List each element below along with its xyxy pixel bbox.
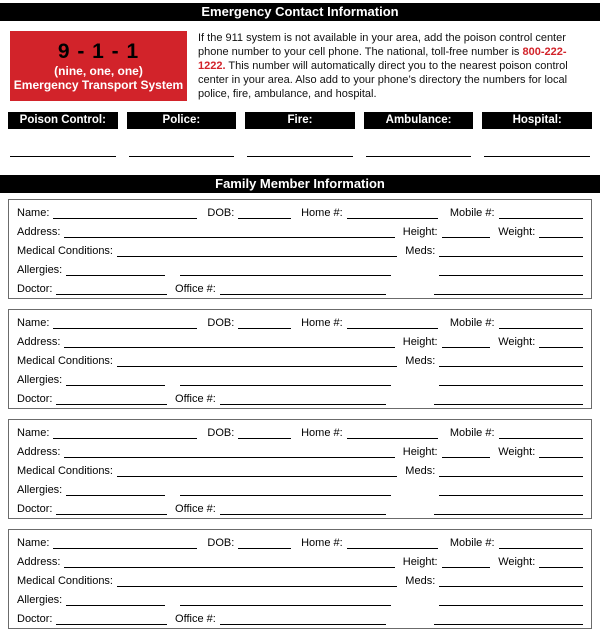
- member-row-medical: [17, 461, 583, 480]
- doctor-label: Doctor:: [17, 613, 53, 625]
- meds-continuation-line-1[interactable]: [439, 492, 583, 496]
- member-row-medical: [17, 241, 583, 260]
- medical-conditions-label: Medical Conditions:: [17, 465, 113, 477]
- office-phone-label: Office #:: [175, 503, 216, 515]
- meds-fill-line[interactable]: [439, 473, 583, 477]
- member-row-medical: [17, 351, 583, 370]
- member-row-address: [17, 222, 583, 241]
- hospital-fill-line[interactable]: [484, 153, 590, 157]
- office-phone-fill-line[interactable]: [220, 291, 386, 295]
- name-fill-line[interactable]: [53, 435, 197, 439]
- meds-label: Meds:: [405, 355, 436, 367]
- meds-fill-line[interactable]: [439, 253, 583, 257]
- medical-conditions-label: Medical Conditions:: [17, 245, 113, 257]
- family-member-card: [8, 309, 592, 409]
- address-fill-line[interactable]: [64, 454, 394, 458]
- doctor-label: Doctor:: [17, 283, 53, 295]
- member-row-address: [17, 442, 583, 461]
- height-label: Height:: [402, 556, 438, 568]
- contact-label-poison-control: Poison Control:: [8, 112, 118, 129]
- name-label: Name:: [17, 207, 50, 219]
- mobile-phone-fill-line[interactable]: [499, 325, 583, 329]
- dob-fill-line[interactable]: [238, 545, 291, 549]
- medical-conditions-label: Medical Conditions:: [17, 355, 113, 367]
- member-row-doctor: [17, 279, 583, 298]
- meds-continuation-line-2[interactable]: [434, 621, 583, 625]
- name-label: Name:: [17, 317, 50, 329]
- member-row-doctor: [17, 499, 583, 518]
- office-phone-label: Office #:: [175, 393, 216, 405]
- name-fill-line[interactable]: [53, 215, 197, 219]
- meds-continuation-line-2[interactable]: [434, 291, 583, 295]
- meds-continuation-line-1[interactable]: [439, 602, 583, 606]
- meds-continuation-line-1[interactable]: [439, 272, 583, 276]
- member-row-doctor: [17, 609, 583, 628]
- height-fill-line[interactable]: [442, 234, 491, 238]
- address-fill-line[interactable]: [64, 564, 394, 568]
- name-label: Name:: [17, 427, 50, 439]
- member-row-allergies: [17, 590, 583, 609]
- weight-label: Weight:: [498, 226, 536, 238]
- office-phone-label: Office #:: [175, 283, 216, 295]
- name-fill-line[interactable]: [53, 545, 197, 549]
- intro-text-after: This number will automatically direct you to the nearest poison control center in your area. Also add to your phone’s directory the numbers for local police, fire, ambulance, and hospital.: [198, 60, 568, 100]
- family-member-card: [8, 529, 592, 629]
- height-fill-line[interactable]: [442, 344, 491, 348]
- allergies-fill-line[interactable]: [66, 602, 165, 606]
- doctor-label: Doctor:: [17, 393, 53, 405]
- weight-label: Weight:: [498, 336, 536, 348]
- family-member-card: [8, 199, 592, 299]
- height-label: Height:: [402, 446, 438, 458]
- nine-one-one-phonetic: (nine, one, one): [54, 63, 143, 78]
- meds-continuation-line-2[interactable]: [434, 401, 583, 405]
- meds-label: Meds:: [405, 465, 436, 477]
- nine-one-one-box: [10, 31, 187, 101]
- emergency-form-page: [0, 3, 600, 629]
- allergies-continuation-line[interactable]: [180, 602, 390, 606]
- home-phone-fill-line[interactable]: [347, 435, 438, 439]
- medical-conditions-fill-line[interactable]: [117, 253, 397, 257]
- address-fill-line[interactable]: [64, 344, 394, 348]
- member-row-doctor: [17, 389, 583, 408]
- weight-label: Weight:: [498, 446, 536, 458]
- height-label: Height:: [402, 226, 438, 238]
- home-phone-fill-line[interactable]: [347, 215, 438, 219]
- member-row-allergies: [17, 260, 583, 279]
- dob-fill-line[interactable]: [238, 435, 291, 439]
- emergency-transport-system-label: Emergency Transport System: [13, 77, 184, 92]
- meds-label: Meds:: [405, 575, 436, 587]
- medical-conditions-fill-line[interactable]: [117, 363, 397, 367]
- height-label: Height:: [402, 336, 438, 348]
- allergies-label: Allergies:: [17, 374, 63, 386]
- medical-conditions-label: Medical Conditions:: [17, 575, 113, 587]
- medical-conditions-fill-line[interactable]: [117, 583, 397, 587]
- emergency-contact-labels-row: [8, 112, 592, 129]
- fire-fill-line[interactable]: [247, 153, 353, 157]
- doctor-fill-line[interactable]: [56, 291, 167, 295]
- mobile-phone-label: Mobile #:: [449, 317, 495, 329]
- address-label: Address:: [17, 336, 61, 348]
- mobile-phone-label: Mobile #:: [449, 207, 495, 219]
- police-fill-line[interactable]: [129, 153, 235, 157]
- allergies-label: Allergies:: [17, 594, 63, 606]
- contact-label-fire: Fire:: [245, 112, 355, 129]
- address-label: Address:: [17, 226, 61, 238]
- family-member-header: Family Member Information: [0, 175, 600, 193]
- family-member-card: [8, 419, 592, 519]
- meds-fill-line[interactable]: [439, 363, 583, 367]
- dob-label: DOB:: [207, 427, 235, 439]
- member-row-name: [17, 533, 583, 552]
- mobile-phone-label: Mobile #:: [449, 427, 495, 439]
- address-label: Address:: [17, 556, 61, 568]
- weight-fill-line[interactable]: [539, 454, 583, 458]
- medical-conditions-fill-line[interactable]: [117, 473, 397, 477]
- member-row-allergies: [17, 370, 583, 389]
- emergency-contact-fill-lines-row: [10, 129, 590, 157]
- office-phone-fill-line[interactable]: [220, 621, 386, 625]
- member-row-name: [17, 423, 583, 442]
- weight-fill-line[interactable]: [539, 234, 583, 238]
- height-fill-line[interactable]: [442, 454, 491, 458]
- home-phone-label: Home #:: [301, 537, 343, 549]
- doctor-label: Doctor:: [17, 503, 53, 515]
- poison-control-fill-line[interactable]: [10, 153, 116, 157]
- meds-continuation-line-2[interactable]: [434, 511, 583, 515]
- intro-section: [10, 31, 590, 101]
- poison-control-phone-number: 800-222-1222.: [198, 46, 567, 72]
- home-phone-fill-line[interactable]: [347, 545, 438, 549]
- member-row-name: [17, 203, 583, 222]
- dob-label: DOB:: [207, 207, 235, 219]
- name-label: Name:: [17, 537, 50, 549]
- height-fill-line[interactable]: [442, 564, 491, 568]
- nine-one-one-number: 9 - 1 - 1: [57, 39, 140, 63]
- dob-label: DOB:: [207, 537, 235, 549]
- office-phone-fill-line[interactable]: [220, 511, 386, 515]
- home-phone-label: Home #:: [301, 427, 343, 439]
- meds-fill-line[interactable]: [439, 583, 583, 587]
- allergies-label: Allergies:: [17, 484, 63, 496]
- intro-text-before: If the 911 system is not available in your area, add the poison control center phone number to your cell phone. The national, toll-free number is: [198, 32, 566, 58]
- member-row-address: [17, 552, 583, 571]
- allergies-continuation-line[interactable]: [180, 272, 390, 276]
- home-phone-label: Home #:: [301, 207, 343, 219]
- allergies-fill-line[interactable]: [66, 382, 165, 386]
- allergies-fill-line[interactable]: [66, 492, 165, 496]
- weight-label: Weight:: [498, 556, 536, 568]
- doctor-fill-line[interactable]: [56, 511, 167, 515]
- address-label: Address:: [17, 446, 61, 458]
- mobile-phone-fill-line[interactable]: [499, 435, 583, 439]
- family-members: [0, 199, 600, 629]
- doctor-fill-line[interactable]: [56, 401, 167, 405]
- allergies-label: Allergies:: [17, 264, 63, 276]
- member-row-allergies: [17, 480, 583, 499]
- allergies-fill-line[interactable]: [66, 272, 165, 276]
- intro-paragraph: [198, 31, 590, 101]
- office-phone-label: Office #:: [175, 613, 216, 625]
- meds-continuation-line-1[interactable]: [439, 382, 583, 386]
- contact-label-ambulance: Ambulance:: [364, 112, 474, 129]
- emergency-contact-header: Emergency Contact Information: [0, 3, 600, 21]
- address-fill-line[interactable]: [64, 234, 394, 238]
- contact-label-police: Police:: [127, 112, 237, 129]
- member-row-address: [17, 332, 583, 351]
- home-phone-fill-line[interactable]: [347, 325, 438, 329]
- ambulance-fill-line[interactable]: [366, 153, 472, 157]
- meds-label: Meds:: [405, 245, 436, 257]
- office-phone-fill-line[interactable]: [220, 401, 386, 405]
- mobile-phone-fill-line[interactable]: [499, 545, 583, 549]
- dob-fill-line[interactable]: [238, 325, 291, 329]
- name-fill-line[interactable]: [53, 325, 197, 329]
- member-row-name: [17, 313, 583, 332]
- mobile-phone-label: Mobile #:: [449, 537, 495, 549]
- dob-label: DOB:: [207, 317, 235, 329]
- contact-label-hospital: Hospital:: [482, 112, 592, 129]
- home-phone-label: Home #:: [301, 317, 343, 329]
- weight-fill-line[interactable]: [539, 564, 583, 568]
- weight-fill-line[interactable]: [539, 344, 583, 348]
- member-row-medical: [17, 571, 583, 590]
- doctor-fill-line[interactable]: [56, 621, 167, 625]
- mobile-phone-fill-line[interactable]: [499, 215, 583, 219]
- allergies-continuation-line[interactable]: [180, 382, 390, 386]
- dob-fill-line[interactable]: [238, 215, 291, 219]
- allergies-continuation-line[interactable]: [180, 492, 390, 496]
